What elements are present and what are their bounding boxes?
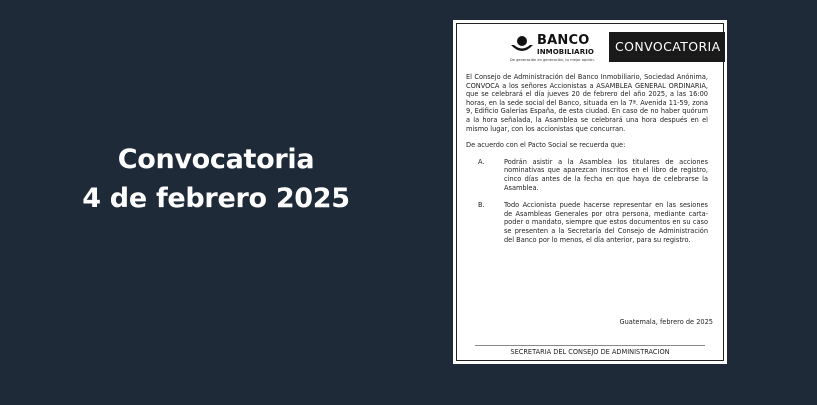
logo-name: BANCO bbox=[537, 33, 590, 48]
signature-line bbox=[475, 345, 705, 346]
item-list bbox=[466, 158, 708, 244]
signature: SECRETARIA DEL CONSEJO DE ADMINISTRACION bbox=[510, 348, 670, 356]
headline bbox=[60, 140, 372, 218]
logo-tagline: De generación en generación, tu mejor opción. bbox=[510, 58, 595, 62]
logo-subname: INMOBILIARIO bbox=[537, 48, 594, 56]
paragraph-intro: El Consejo de Administración del Banco Inmobiliario, Sociedad Anónima, CONVOCA a los señores Accionistas a ASAMBLEA GENERAL ORDINARIA, que se celebrará el día jueves 20 de febrero del año 2025, a las 16:00 horas, en la sede social del Banco, situada en la 7ª. Avenida 11-59, zona 9, Edificio Galerías España, de esta ciudad. En caso de no haber quórum a la hora señalada, la Asamblea se celebrará una hora después en el mismo lugar, con los accionistas que concurran. bbox=[466, 73, 708, 133]
item-text: Todo Accionista puede hacerse representar en las sesiones de Asambleas Generales por otra persona, mediante carta-poder o mandato, siempre que estos documentos en su caso se presenten a la Secretaría del Consejo de Administración del Banco por lo menos, el día anterior, para su registro. bbox=[504, 201, 708, 244]
item-letter: B. bbox=[478, 201, 485, 210]
list-item bbox=[478, 158, 708, 192]
convocatoria-document bbox=[453, 20, 727, 364]
headline-date: 4 de febrero 2025 bbox=[82, 183, 350, 214]
list-item bbox=[478, 201, 708, 244]
bank-logo bbox=[510, 32, 606, 64]
document-body bbox=[466, 73, 708, 253]
paragraph-pacto: De acuerdo con el Pacto Social se recuerda que: bbox=[466, 141, 626, 150]
convocatoria-banner: CONVOCATORIA bbox=[609, 32, 725, 62]
item-letter: A. bbox=[478, 157, 485, 166]
bank-logo-icon bbox=[510, 35, 534, 55]
place-date: Guatemala, febrero de 2025 bbox=[619, 318, 713, 326]
item-text: Podrán asistir a la Asamblea los titulares de acciones nominativas que aparezcan inscritos en el libro de registro, cinco días antes de la fecha en que haya de celebrarse la Asamblea. bbox=[504, 157, 708, 192]
headline-title: Convocatoria bbox=[117, 144, 315, 175]
